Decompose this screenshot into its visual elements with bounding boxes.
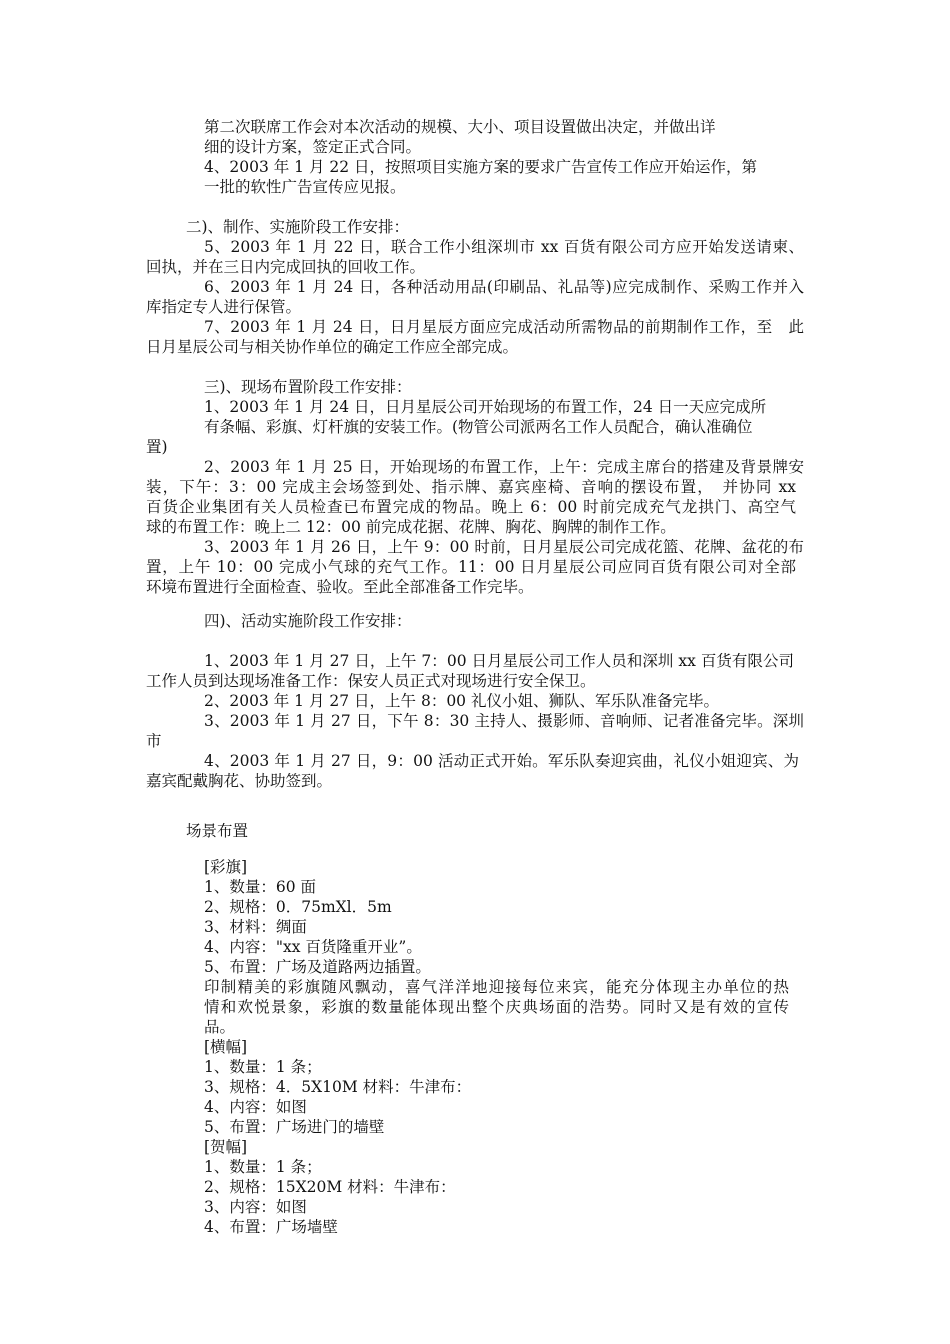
flag-item: 1、数量：60 面 [204,878,317,896]
text-line: 3、2003 年 1 月 26 日，上午 9：00 时前，日月星辰公司完成花篮、花牌、盆花的布 [204,538,804,556]
text-line: 细的设计方案，签定正式合同。 [204,138,422,156]
text-line: 1、2003 年 1 月 24 日，日月星辰公司开始现场的布置工作，24 日一天应完成所 [204,398,767,416]
banner-item: 1、数量：1 条； [204,1058,322,1076]
text-line: 装，下午：3：00 完成主会场签到处、指示牌、嘉宾座椅、音响的摆设布置， 并协同 xx [146,478,796,496]
flag-item: 4、内容："xx 百货隆重开业”。 [204,938,422,956]
text-line: 4、2003 年 1 月 22 日，按照项目实施方案的要求广告宣传工作应开始运作，第 [204,158,758,176]
flag-description: 印制精美的彩旗随风飘动，喜气洋洋地迎接每位来宾，能充分体现主办单位的热 [204,978,789,996]
text-line: 日月星辰公司与相关协作单位的确定工作应全部完成。 [146,338,519,356]
text-line: 一批的软性广告宣传应见报。 [204,178,406,196]
text-line: 有条幅、彩旗、灯杆旗的安装工作。(物管公司派两名工作人员配合，确认准确位 [204,418,753,436]
section-heading: 四)、活动实施阶段工作安排： [204,612,412,630]
flag-description: 情和欢悦景象，彩旗的数量能体现出整个庆典场面的浩势。同时又是有效的宣传 [204,998,789,1016]
text-line: 回执，并在三日内完成回执的回收工作。 [146,258,426,276]
text-line: 库指定专人进行保管。 [146,298,302,316]
text-line: 工作人员到达现场准备工作：保安人员正式对现场进行安全保卫。 [146,672,596,690]
text-line: 2、2003 年 1 月 25 日，开始现场的布置工作，上午：完成主席台的搭建及背景牌安 [204,458,804,476]
text-line: 6、2003 年 1 月 24 日，各种活动用品(印刷品、礼品等)应完成制作、采购工作并入 [204,278,804,296]
section-heading: 二)、制作、实施阶段工作安排： [186,218,410,236]
banner-item: 5、布置：广场进门的墙壁 [204,1118,385,1136]
scene-title: 场景布置 [186,822,249,840]
flag-item: 2、规格：0．75mXl．5m [204,898,392,916]
flag-description: 品。 [204,1018,236,1036]
greeting-item: 4、布置：广场墙壁 [204,1218,338,1236]
greeting-item: 1、数量：1 条； [204,1158,322,1176]
text-line: 5、2003 年 1 月 22 日，联合工作小组深圳市 xx 百货有限公司方应开始发送请柬、 [204,238,804,256]
text-line: 置，上午 10：00 完成小气球的充气工作。11：00 日月星辰公司应同百货有限公司对全部 [146,558,796,576]
text-line: 1、2003 年 1 月 27 日，上午 7：00 日月星辰公司工作人员和深圳 xx 百货有限公司 [204,652,794,670]
text-line: 3、2003 年 1 月 27 日，下午 8：30 主持人、摄影师、音响师、记者准备完毕。深圳 [204,712,804,730]
text-line: 市 [146,732,162,750]
text-line: 7、2003 年 1 月 24 日，日月星辰方面应完成活动所需物品的前期制作工作，至 此 [204,318,804,336]
flag-item: 3、材料：绸面 [204,918,307,936]
greeting-item: 2、规格：15X20M 材料：牛津布： [204,1178,456,1196]
text-line: 环境布置进行全面检查、验收。至此全部准备工作完毕。 [146,578,534,596]
text-line: 2、2003 年 1 月 27 日，上午 8：00 礼仪小姐、狮队、军乐队准备完毕。 [204,692,719,710]
flag-item: 5、布置：广场及道路两边插置。 [204,958,431,976]
text-line: 置) [146,438,168,456]
text-line: 嘉宾配戴胸花、协助签到。 [146,772,333,790]
text-line: 球的布置工作：晚上二 12：00 前完成花据、花牌、胸花、胸牌的制作工作。 [146,518,676,536]
text-line: 百货企业集团有关人员检查已布置完成的物品。晚上 6：00 时前完成充气龙拱门、高空气 [146,498,796,516]
text-line: 4、2003 年 1 月 27 日，9：00 活动正式开始。军乐队奏迎宾曲，礼仪小姐迎宾、为 [204,752,799,770]
banner-header: [横幅] [204,1038,248,1056]
section-heading: 三)、现场布置阶段工作安排： [204,378,412,396]
flag-header: [彩旗] [204,858,248,876]
greeting-header: [贺幅] [204,1138,248,1156]
text-line: 第二次联席工作会对本次活动的规模、大小、项目设置做出决定，并做出详 [204,118,716,136]
greeting-item: 3、内容：如图 [204,1198,307,1216]
banner-item: 3、规格：4．5X10M 材料：牛津布： [204,1078,472,1096]
banner-item: 4、内容：如图 [204,1098,307,1116]
